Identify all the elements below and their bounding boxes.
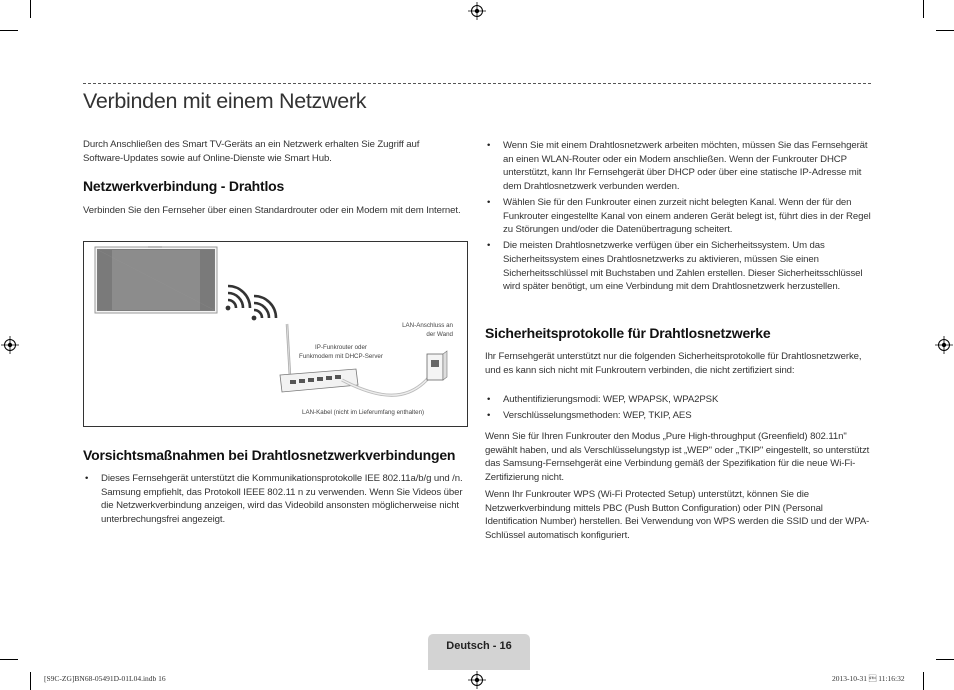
page-title: Verbinden mit einem Netzwerk bbox=[83, 89, 367, 113]
header-dashed-rule bbox=[83, 83, 871, 84]
crop-mark-tr-v bbox=[923, 0, 924, 18]
crop-mark-tl-h bbox=[0, 30, 18, 31]
crop-mark-tl-v bbox=[30, 0, 31, 18]
intro-paragraph: Durch Anschließen des Smart TV-Geräts an ein Netzwerk erhalten Sie Zugriff auf Software-Updates sowie auf Online-Dienste wie Smart Hub. bbox=[83, 139, 420, 164]
router-label: IP-Funkrouter oder Funkmodem mit DHCP-Server bbox=[299, 344, 383, 360]
network-diagram bbox=[83, 241, 468, 427]
page-number-badge bbox=[428, 634, 530, 670]
crop-mark-bl-h bbox=[0, 659, 18, 660]
cable-label: LAN-Kabel (nicht im Lieferumfang enthalten) bbox=[302, 409, 425, 416]
registration-mark-top-icon bbox=[468, 2, 486, 20]
list-item: • Dieses Fernsehgerät unterstützt die Kommunikationsprotokolle IEE 802.11a/b/g und /n. Samsung empfiehlt, das Protokoll IEEE 802.11 n zu verwenden. Wenn Sie Videos über die Netzwerkverbindung anzeigen, wird das Videobild ansonsten möglicherweise nicht unterbrechungsfrei angezeigt. bbox=[83, 472, 463, 526]
crop-mark-bl-v bbox=[30, 672, 31, 690]
section-wireless-text: Verbinden Sie den Fernseher über einen Standardrouter oder ein Modem mit dem Internet. bbox=[83, 205, 461, 216]
security-intro: Ihr Fernsehgerät unterstützt nur die folgenden Sicherheitsprotokolle für Drahtlosnetzwerke, und es kann sich nicht mit Funkroutern verbinden, die nicht zertifiziert sind: bbox=[485, 351, 862, 376]
precautions-list bbox=[83, 472, 463, 529]
section-heading-precautions: Vorsichtsmaßnahmen bei Drahtlosnetzwerkverbindungen bbox=[83, 447, 456, 463]
crop-mark-tr-h bbox=[936, 30, 954, 31]
registration-mark-right-icon bbox=[935, 336, 953, 354]
wireless-notes-list bbox=[485, 139, 873, 296]
security-protocol-list bbox=[485, 393, 873, 425]
registration-mark-bottom-icon bbox=[468, 671, 486, 689]
security-paragraph-wps: Wenn Ihr Funkrouter WPS (Wi-Fi Protected Setup) unterstützt, können Sie die Netzwerkverbindung mittels PBC (Push Button Configuration) oder PIN (Personal Identification Number) herstellen. Bei Verwendung von WPS werden die SSID und der WPA-Schlüssel automatisch konfiguriert. bbox=[485, 489, 870, 541]
list-item: • Die meisten Drahtlosnetzwerke verfügen über ein Sicherheitssystem. Um das Sicherheitssystem eines Drahtlosnetzwerks zu aktivieren, müssen Sie einen Sicherheitsschlüssel mit Buchstaben und Zahlen erstellen. Dieser Sicherheitsschlüssel wird später benötigt, um eine Verbindung mit dem Drahtlosnetzwerk herzustellen. bbox=[485, 239, 873, 293]
section-heading-security: Sicherheitsprotokolle für Drahtlosnetzwerke bbox=[485, 325, 771, 341]
crop-mark-br-v bbox=[923, 672, 924, 690]
print-slug-right: 2013-10-31  11:16:32 bbox=[832, 674, 905, 683]
print-slug-left: [S9C-ZG]BN68-05491D-01L04.indb 16 bbox=[44, 674, 166, 683]
crop-mark-br-h bbox=[936, 659, 954, 660]
list-item: • Wählen Sie für den Funkrouter einen zurzeit nicht belegten Kanal. Wenn der für den Funkrouter eingestellte Kanal von einem anderen Gerät belegt ist, führt dies in der Regel zu Störungen und/oder die Datenübertragung scheitert. bbox=[485, 196, 873, 237]
wall-socket-label: LAN-Anschluss an der Wand bbox=[402, 322, 453, 338]
registration-mark-left-icon bbox=[1, 336, 19, 354]
list-item: • Authentifizierungsmodi: WEP, WPAPSK, WPA2PSK bbox=[485, 393, 873, 407]
page-number: Deutsch - 16 bbox=[446, 640, 512, 652]
list-item: • Verschlüsselungsmethoden: WEP, TKIP, AES bbox=[485, 409, 873, 423]
section-heading-wireless: Netzwerkverbindung - Drahtlos bbox=[83, 178, 285, 194]
security-paragraph-greenfield: Wenn Sie für Ihren Funkrouter den Modus „Pure High-throughput (Greenfield) 802.11n" gewählt haben, und als Verschlüsselungstyp ist „WEP" oder „TKIP" eingestellt, so unterstützt das Samsung-Fernsehgerät eine Verbindung gemäß der Spezifikation für die neue Wi-Fi-Zertifizierung nicht. bbox=[485, 431, 870, 483]
list-item: • Wenn Sie mit einem Drahtlosnetzwerk arbeiten möchten, müssen Sie das Fernsehgerät an einen WLAN-Router oder ein Modem anschließen. Wenn der Funkrouter DHCP unterstützt, kann Ihr Fernsehgerät über DHCP oder über eine statische IP-Adresse mit dem Drahtlosnetzwerk verbunden werden. bbox=[485, 139, 873, 193]
